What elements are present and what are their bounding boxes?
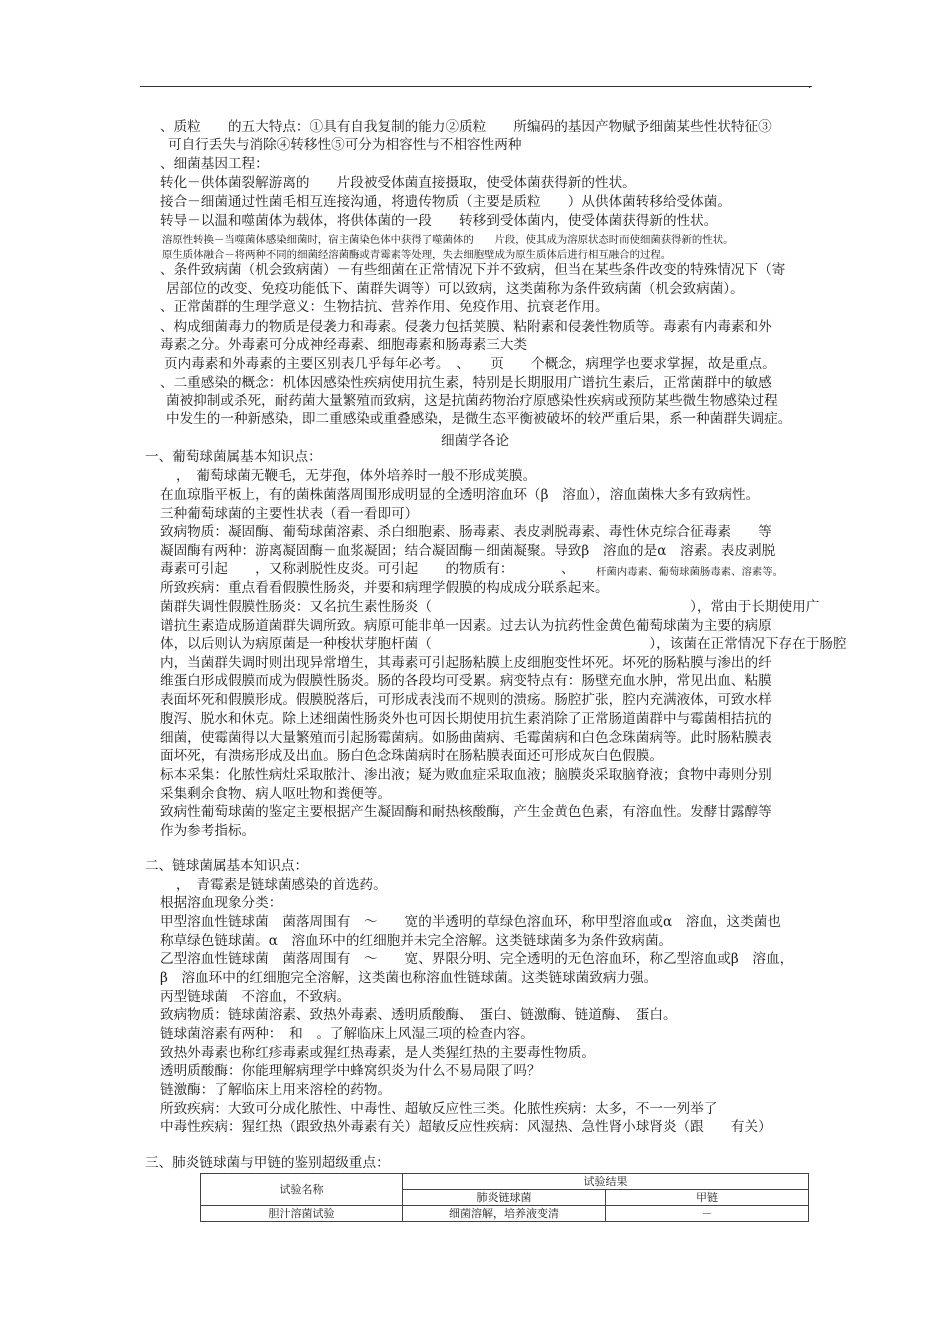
- text-line: 致病物质：链球菌溶素、致热外毒素、透明质酸酶、 蛋白、链激酶、链道酶、 蛋白。: [160, 1007, 677, 1023]
- text-line: 根据溶血现象分类：: [160, 895, 283, 911]
- text-line: 页内毒素和外毒素的主要区别表几乎每年必考。 、 页 个概念，病理学也要求掌握，故是重点。: [164, 356, 776, 372]
- text-line: 作为参考指标。: [160, 823, 256, 839]
- text-line: 标本采集：化脓性病灶采取脓汁、渗出液；疑为败血症采取血液；脑膜炎采取脑脊液；食物中毒则分别: [160, 767, 772, 783]
- text-line: 致病性葡萄球菌的鉴定主要根据产生凝固酶和耐热核酸酶，产生金黄色色素，有溶血性。发酵甘露醇等: [160, 804, 772, 820]
- text-line: 接合－细菌通过性菌毛相互连接沟通，将遗传物质（主要是质粒 ）从供体菌转移给受体菌。: [160, 194, 731, 210]
- section-heading: 三、肺炎链球菌与甲链的鉴别超级重点：: [145, 1155, 390, 1171]
- text-line: 毒素可引起 ，又称剥脱性皮炎。可引起 的物质有： 、: [160, 561, 575, 577]
- text-line: ， 葡萄球菌无鞭毛，无芽孢，体外培养时一般不形成荚膜。: [176, 468, 537, 484]
- text-line: 原生质体融合－将两种不同的细菌经溶菌酶或青霉素等处理，失去细胞壁成为原生质体后进行相互融合的过程。: [162, 249, 672, 261]
- text-line: 所致疾病：大致可分成化脓性、中毒性、超敏反应性三类。化脓性疾病：太多，不一一列举了: [160, 1101, 718, 1117]
- text-line: 可自行丢失与消除④转移性⑤可分为相容性与不相容性两种: [168, 137, 522, 153]
- header-rule: [140, 86, 812, 87]
- table-header-result: 试验结果: [403, 1174, 809, 1190]
- table-header-col1: 肺炎链球菌: [403, 1190, 606, 1206]
- text-line: 、构成细菌毒力的物质是侵袭力和毒素。侵袭力包括荚膜、粘附素和侵袭性物质等。毒素有内毒素和外: [160, 319, 772, 335]
- text-line: 转导－以温和噬菌体为载体，将供体菌的一段 转移到受体菌内，使受体菌获得新的性状。: [160, 213, 718, 229]
- text-line: 谱抗生素造成肠道菌群失调所致。病原可能非单一因素。过去认为抗药性金黄色葡萄球菌为主要的病原: [160, 618, 772, 634]
- text-line: 透明质酸酶：你能理解病理学中蜂窝织炎为什么不易局限了吗？: [160, 1063, 541, 1079]
- text-line: 、条件致病菌（机会致病菌）－有些细菌在正常情况下并不致病，但当在某些条件改变的特殊情况下（寄: [160, 262, 786, 278]
- text-line: 维蛋白形成假膜而成为假膜性肠炎。肠的各段均可受累。病变特点有：肠壁充血水肿，常见出血、粘膜: [160, 673, 772, 689]
- text-line: 凝固酶有两种：游离凝固酶－血浆凝固；结合凝固酶－细菌凝聚。导致β 溶血的是α 溶素。表皮剥脱: [160, 543, 776, 559]
- text-line: 致热外毒素也称红疹毒素或猩红热毒素，是人类猩红热的主要毒性物质。: [160, 1045, 595, 1061]
- text-line: 体，以后则认为病原菌是一种梭状芽胞杆菌（ ），该菌在正常情况下存在于肠腔: [160, 636, 847, 652]
- text-line: 细菌，使霉菌得以大量繁殖而引起肠霉菌病。如肠曲菌病、毛霉菌病和白色念珠菌病等。此时肠粘膜表: [160, 730, 772, 746]
- table-cell: －: [606, 1206, 809, 1222]
- header-mark: .: [808, 80, 812, 91]
- text-line: 链球菌溶素有两种： 和 。了解临床上风湿三项的检查内容。: [160, 1026, 534, 1042]
- text-line: 、正常菌群的生理学意义：生物拮抗、营养作用、免疫作用、抗衰老作用。: [160, 299, 609, 315]
- text-line: 菌群失调性假膜性肠炎：又名抗生素性肠炎（ ），常由于长期使用广: [160, 599, 820, 615]
- text-line: 三种葡萄球菌的主要性状表（看一看即可）: [160, 506, 419, 522]
- text-line: 丙型链球菌 不溶血，不致病。: [160, 989, 351, 1005]
- text-line: β 溶血环中的红细胞完全溶解，这类菌也称溶血性链球菌。这类链球菌致病力强。: [160, 970, 658, 986]
- text-line: 在血琼脂平板上，有的菌株菌落周围形成明显的全透明溶血环（β 溶血），溶血菌株大多有致病性。: [160, 487, 760, 503]
- text-line: 转化－供体菌裂解游离的 片段被受体菌直接摄取，使受体菌获得新的性状。: [160, 175, 636, 191]
- text-line: 所致疾病：重点看看假膜性肠炎，并要和病理学假膜的构成成分联系起来。: [160, 580, 609, 596]
- text-line: 甲型溶血性链球菌 菌落周围有 ～ 宽的半透明的草绿色溶血环，称甲型溶血或α 溶血，这类菌也: [160, 914, 781, 930]
- text-line: 中发生的一种新感染，即二重感染或重叠感染，是微生态平衡被破坏的较严重后果，系一种菌群失调症。: [166, 411, 792, 427]
- text-line: 表面坏死和假膜形成。假膜脱落后，可形成表浅而不规则的溃疡。肠腔扩张，腔内充满液体，可致水样: [160, 692, 772, 708]
- section-heading: 二、链球菌属基本知识点：: [145, 858, 309, 874]
- table-header-col2: 甲链: [606, 1190, 809, 1206]
- text-line: 称草绿色链球菌。α 溶血环中的红细胞并未完全溶解。这类链球菌多为条件致病菌。: [160, 933, 673, 949]
- text-line: 毒素之分。外毒素可分成神经毒素、细胞毒素和肠毒素三大类: [160, 337, 528, 353]
- text-line: 致病物质：凝固酶、葡萄球菌溶素、杀白细胞素、肠毒素、表皮剥脱毒素、毒性休克综合征毒素 等: [160, 524, 772, 540]
- text-line: ， 青霉素是链球菌感染的首选药。: [176, 877, 387, 893]
- section-title: 细菌学各论: [441, 433, 509, 449]
- text-line: 、细菌基因工程：: [160, 156, 269, 172]
- text-line: 杆菌内毒素、葡萄球菌肠毒素、溶素等。: [596, 566, 784, 578]
- text-line: 采集剩余食物、病人呕吐物和粪便等。: [160, 786, 392, 802]
- comparison-table: [200, 1173, 809, 1222]
- table-cell: 细菌溶解，培养液变清: [403, 1206, 606, 1222]
- table-row: [201, 1206, 809, 1222]
- text-line: 乙型溶血性链球菌 菌落周围有 ～ 宽、界限分明、完全透明的无色溶血环，称乙型溶血或β 溶血，: [160, 951, 794, 967]
- text-line: 菌被抑制或杀死，耐药菌大量繁殖而致病，这是抗菌药物治疗原感染性疾病或预防某些微生物感染过程: [166, 393, 778, 409]
- section-heading: 一、葡萄球菌属基本知识点：: [145, 449, 322, 465]
- text-line: 溶原性转换－当噬菌体感染细菌时，宿主菌染色体中获得了噬菌体的 片段，使其成为溶原状态时而使细菌获得新的性状。: [162, 234, 734, 246]
- text-line: 、质粒 的五大特点：①具有自我复制的能力②质粒 所编码的基因产物赋予细菌某些性状特征③: [160, 119, 772, 135]
- text-line: 、二重感染的概念：机体因感染性疾病使用抗生素，特别是长期服用广谱抗生素后，正常菌群中的敏感: [160, 375, 772, 391]
- text-line: 链激酶：了解临床上用来溶栓的药物。: [160, 1082, 392, 1098]
- table-cell: 胆汁溶菌试验: [201, 1206, 403, 1222]
- text-line: 居部位的改变、免疫功能低下、菌群失调等）可以致病，这类菌称为条件致病菌（机会致病菌）。: [166, 281, 744, 297]
- text-line: 腹泻、脱水和休克。除上述细菌性肠炎外也可因长期使用抗生素消除了正常肠道菌群中与霉菌相拮抗的: [160, 711, 772, 727]
- text-line: 内，当菌群失调时则出现异常增生，其毒素可引起肠粘膜上皮细胞变性坏死。坏死的肠粘膜与渗出的纤: [160, 655, 772, 671]
- text-line: 中毒性疾病：猩红热（跟致热外毒素有关）超敏反应性疾病：风湿热、急性肾小球肾炎（跟 有关）: [160, 1119, 772, 1135]
- text-line: 面坏死，有溃疡形成及出血。肠白色念珠菌病时在肠粘膜表面还可形成灰白色假膜。: [160, 748, 663, 764]
- table-header-name: 试验名称: [201, 1174, 403, 1206]
